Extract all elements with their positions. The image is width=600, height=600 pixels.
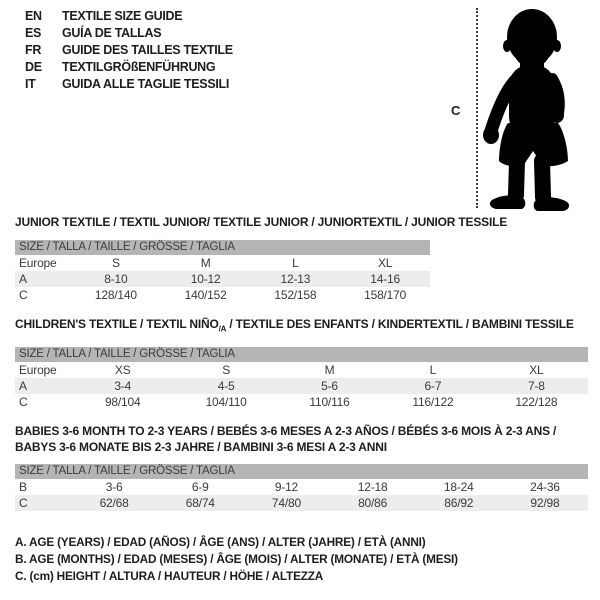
legend-line-a: A. AGE (YEARS) / EDAD (AÑOS) / ÂGE (ANS) / ALTER (JAHRE) / ETÀ (ANNI) — [15, 535, 426, 549]
table-cell: 3-4 — [114, 379, 132, 393]
table-cell: 7-8 — [527, 379, 545, 393]
table-cell: 80/86 — [358, 496, 388, 510]
language-label: TEXTILE SIZE GUIDE — [62, 9, 183, 23]
size-header-bar: SIZE / TALLA / TAILLE / GRÖSSE / TAGLIA — [15, 347, 588, 362]
table-row — [15, 394, 588, 410]
row-label: C — [19, 288, 28, 302]
table-cell: 62/68 — [99, 496, 129, 510]
table-cell: 5-6 — [321, 379, 338, 393]
table-cell: S — [222, 363, 231, 377]
table-cell: XS — [114, 363, 131, 377]
title-text: CHILDREN'S TEXTILE / TEXTIL NIÑO — [15, 317, 219, 331]
row-label: Europe — [19, 363, 57, 377]
language-code: ES — [25, 26, 42, 40]
table-cell: 18-24 — [443, 480, 474, 494]
language-label: GUÍA DE TALLAS — [62, 26, 162, 40]
language-label: GUIDA ALLE TAGLIE TESSILI — [62, 77, 230, 91]
table-cell: M — [324, 363, 335, 377]
table-cell: 6-9 — [191, 480, 209, 494]
children-size-table — [15, 347, 588, 410]
language-code: DE — [25, 60, 42, 74]
language-row-it — [25, 76, 233, 93]
table-cell: 158/170 — [364, 288, 407, 302]
table-cell: 24-36 — [530, 480, 560, 494]
babies-size-table — [15, 464, 588, 511]
table-rows — [15, 255, 430, 303]
language-row-es — [25, 25, 233, 42]
table-cell: 12-13 — [280, 272, 311, 286]
table-cell: 152/158 — [274, 288, 317, 302]
table-cell: 122/128 — [515, 395, 558, 409]
language-row-en — [25, 8, 233, 25]
table-cell: S — [111, 256, 120, 270]
title-text: / TEXTILE DES ENFANTS / KINDERTEXTIL / BAMBINI TESSILE — [226, 317, 574, 331]
table-cell: 74/80 — [271, 496, 301, 510]
table-row — [15, 255, 430, 271]
language-code: FR — [25, 43, 42, 57]
table-cell: XL — [529, 363, 544, 377]
children-table-title — [15, 317, 574, 333]
language-label: GUIDE DES TAILLES TEXTILE — [62, 43, 233, 57]
baby-silhouette-image — [482, 5, 590, 212]
row-label: Europe — [19, 256, 57, 270]
table-cell: M — [200, 256, 211, 270]
table-cell: 98/104 — [104, 395, 141, 409]
table-row — [15, 495, 588, 511]
table-cell: 92/98 — [530, 496, 560, 510]
row-label: B — [19, 480, 27, 494]
table-row — [15, 362, 588, 378]
size-header-bar: SIZE / TALLA / TAILLE / GRÖSSE / TAGLIA — [15, 464, 588, 479]
table-cell: 12-18 — [357, 480, 388, 494]
table-cell: 14-16 — [370, 272, 400, 286]
table-cell: L — [429, 363, 437, 377]
junior-size-table — [15, 240, 430, 303]
table-cell: 3-6 — [105, 480, 123, 494]
table-cell: 4-5 — [217, 379, 235, 393]
measurement-legend — [15, 534, 458, 585]
height-measure-label: C — [451, 103, 461, 118]
table-cell: XL — [377, 256, 393, 270]
row-label: C — [19, 496, 28, 510]
language-label: TEXTILGRÖßENFÜHRUNG — [62, 60, 216, 74]
table-cell: 10-12 — [190, 272, 221, 286]
table-rows — [15, 479, 588, 511]
language-row-de — [25, 59, 233, 76]
language-list — [25, 8, 233, 93]
table-row — [15, 287, 430, 303]
table-row — [15, 271, 430, 287]
row-label: A — [19, 272, 27, 286]
language-code: EN — [25, 9, 42, 23]
table-cell: 8-10 — [104, 272, 128, 286]
table-row — [15, 378, 588, 394]
table-cell: 128/140 — [94, 288, 137, 302]
row-label: A — [19, 379, 27, 393]
babies-table-title — [15, 423, 556, 455]
table-cell: 104/110 — [205, 395, 247, 409]
table-cell: 110/116 — [309, 395, 350, 409]
junior-table-title: JUNIOR TEXTILE / TEXTIL JUNIOR/ TEXTILE JUNIOR / JUNIORTEXTIL / JUNIOR TESSILE — [15, 215, 508, 229]
table-cell: 6-7 — [424, 379, 442, 393]
row-label: C — [19, 395, 28, 409]
table-row — [15, 479, 588, 495]
legend-line-b: B. AGE (MONTHS) / EDAD (MESES) / ÂGE (MOIS) / ALTER (MONATE) / ETÀ (MESI) — [15, 552, 458, 566]
table-cell: 68/74 — [185, 496, 215, 510]
table-cell: 86/92 — [444, 496, 474, 510]
language-row-fr — [25, 42, 233, 59]
table-rows — [15, 362, 588, 410]
legend-line-c: C. (cm) HEIGHT / ALTURA / HAUTEUR / HÖHE / ALTEZZA — [15, 569, 324, 583]
title-line: BABYS 3-6 MONATE BIS 2-3 JAHRE / BAMBINI 3-6 MESI A 2-3 ANNI — [15, 440, 387, 454]
language-code: IT — [25, 77, 36, 91]
table-cell: 116/122 — [412, 395, 454, 409]
size-header-bar: SIZE / TALLA / TAILLE / GRÖSSE / TAGLIA — [15, 240, 430, 255]
table-cell: L — [292, 256, 299, 270]
title-line: BABIES 3-6 MONTH TO 2-3 YEARS / BEBÉS 3-6 MESES A 2-3 AÑOS / BÉBÉS 3-6 MOIS À 2-3 ANS / — [15, 424, 557, 438]
title-subscript: /A — [218, 324, 227, 334]
table-cell: 140/152 — [184, 288, 227, 302]
table-cell: 9-12 — [274, 480, 299, 494]
height-dotted-line — [476, 8, 478, 208]
